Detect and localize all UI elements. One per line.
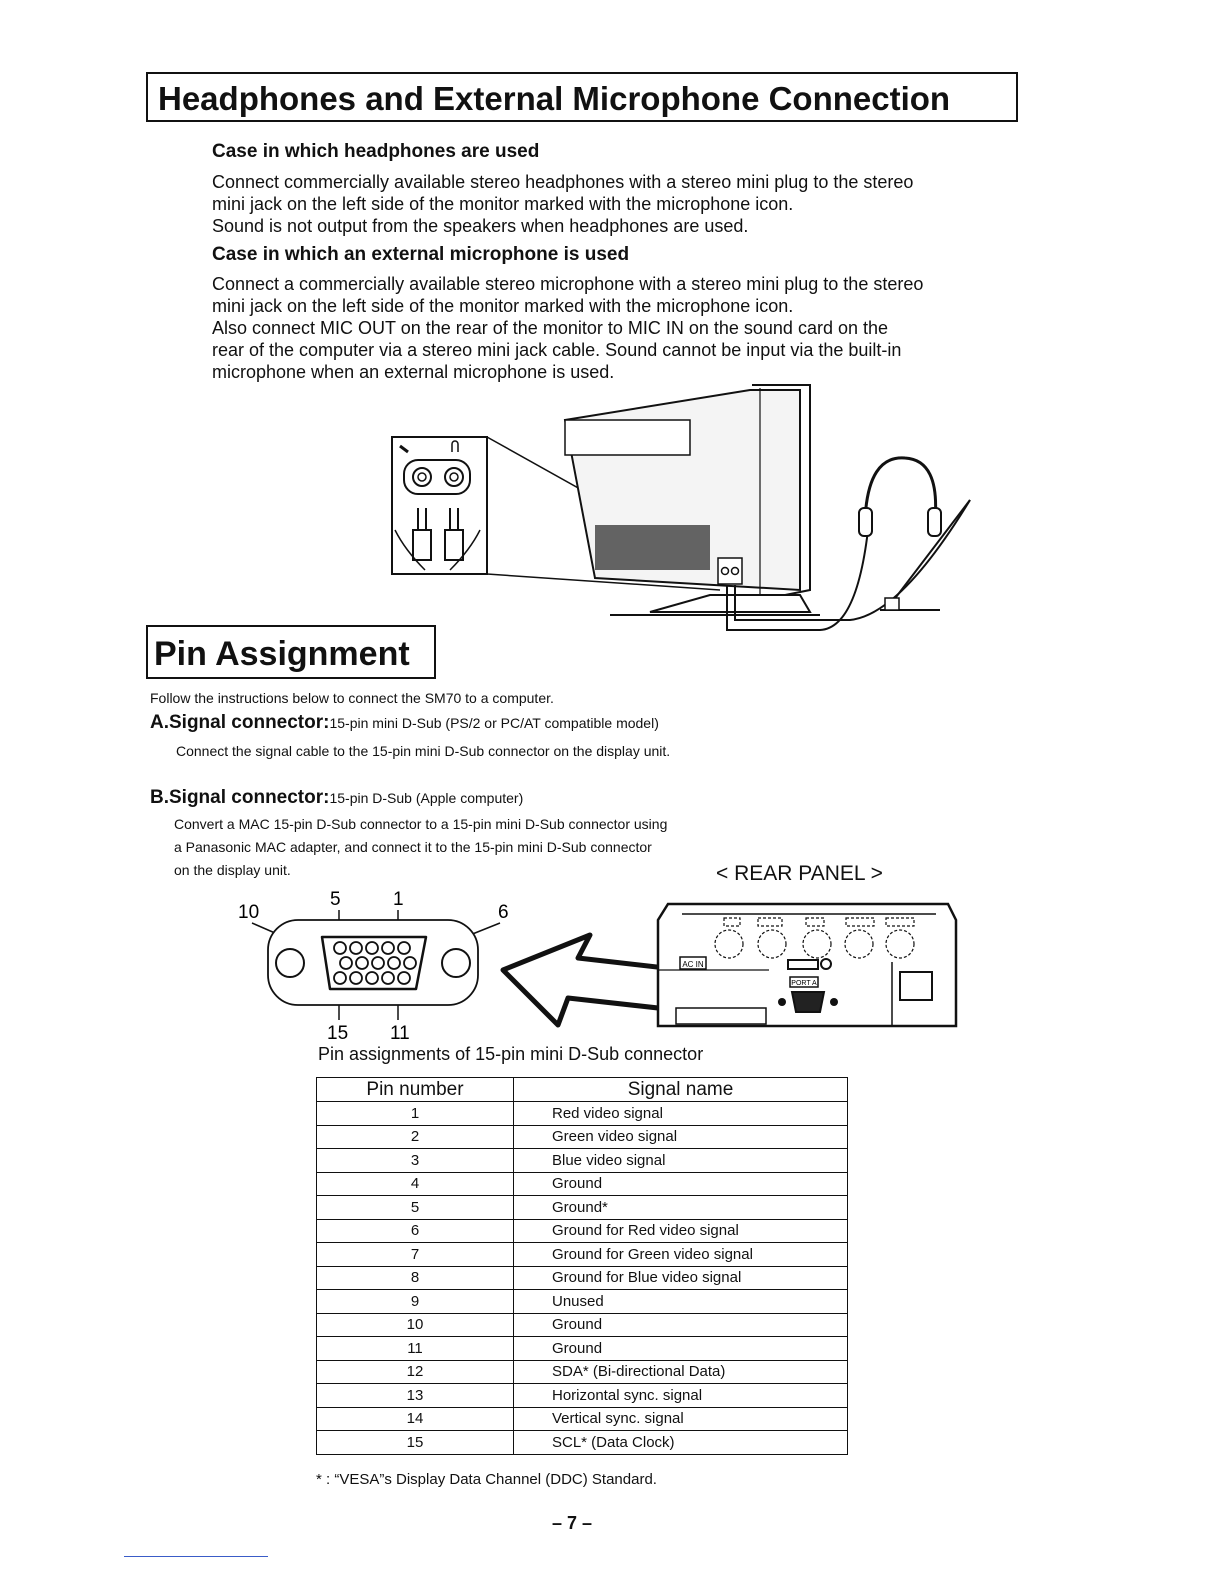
- case1-text: [212, 171, 1032, 237]
- port-a-tag: PORT A: [791, 980, 817, 987]
- pin-number: 12: [317, 1360, 514, 1384]
- section-title-headphones: Headphones and External Microphone Connection: [146, 72, 1018, 122]
- pin-assignment-table: [316, 1077, 848, 1455]
- signal-b-text: [174, 813, 667, 882]
- signal-name: Ground*: [514, 1196, 848, 1220]
- pin-label-5: 5: [330, 889, 341, 910]
- case1-line: Connect commercially available stereo headphones with a stereo mini plug to the stereo: [212, 172, 914, 192]
- table-row: [317, 1196, 848, 1220]
- signal-a-text: Connect the signal cable to the 15-pin mini D-Sub connector on the display unit.: [176, 743, 671, 759]
- monitor-headphones-illustration: [380, 380, 980, 645]
- pin-number: 4: [317, 1172, 514, 1196]
- pin-number: 2: [317, 1125, 514, 1149]
- signal-name: Ground for Blue video signal: [514, 1266, 848, 1290]
- signal-name: Red video signal: [514, 1102, 848, 1126]
- signal-name: Horizontal sync. signal: [514, 1384, 848, 1408]
- table-caption: Pin assignments of 15-pin mini D-Sub connector: [318, 1044, 704, 1064]
- table-row: [317, 1266, 848, 1290]
- signal-a-detail: 15-pin mini D-Sub (PS/2 or PC/AT compatible model): [329, 715, 659, 731]
- table-header-row: [317, 1078, 848, 1102]
- case2-line: microphone when an external microphone is used.: [212, 362, 615, 382]
- case2-line: mini jack on the left side of the monitor marked with the microphone icon.: [212, 296, 794, 316]
- table-row: [317, 1243, 848, 1267]
- table-header-pin: Pin number: [317, 1078, 514, 1102]
- rear-panel-diagram: [654, 900, 960, 1030]
- footer-rule: [124, 1556, 268, 1557]
- signal-name: SCL* (Data Clock): [514, 1431, 848, 1455]
- pin-label-15: 15: [327, 1023, 349, 1044]
- rear-panel-label: < REAR PANEL >: [716, 862, 883, 885]
- pin-number: 7: [317, 1243, 514, 1267]
- signal-name: Vertical sync. signal: [514, 1407, 848, 1431]
- signal-b-line: Convert a MAC 15-pin D-Sub connector to a 15-pin mini D-Sub connector using: [174, 816, 668, 832]
- jack-zoom-inset: [392, 437, 487, 574]
- signal-name: Ground for Green video signal: [514, 1243, 848, 1267]
- case2-text: [212, 273, 1032, 383]
- signal-name: SDA* (Bi-directional Data): [514, 1360, 848, 1384]
- signal-b-line: a Panasonic MAC adapter, and connect it to the 15-pin mini D-Sub connector: [174, 839, 652, 855]
- table-row: [317, 1337, 848, 1361]
- signal-name: Unused: [514, 1290, 848, 1314]
- section-title-pin-assignment: Pin Assignment: [146, 625, 436, 679]
- pin-label-1: 1: [393, 889, 404, 910]
- pin-number: 1: [317, 1102, 514, 1126]
- case1-line: Sound is not output from the speakers when headphones are used.: [212, 216, 749, 236]
- signal-b-label: B.Signal connector:: [150, 787, 330, 808]
- pin-number: 14: [317, 1407, 514, 1431]
- pin-number: 5: [317, 1196, 514, 1220]
- signal-b-line: on the display unit.: [174, 862, 291, 878]
- signal-name: Ground: [514, 1172, 848, 1196]
- case1-heading: Case in which headphones are used: [212, 141, 540, 162]
- pin-label-10: 10: [238, 902, 260, 923]
- page-number: – 7 –: [552, 1513, 593, 1533]
- ac-in-tag: AC IN: [682, 960, 704, 969]
- case1-line: mini jack on the left side of the monitor marked with the microphone icon.: [212, 194, 794, 214]
- case2-line: Connect a commercially available stereo microphone with a stereo mini plug to the stereo: [212, 274, 924, 294]
- table-row: [317, 1172, 848, 1196]
- pin-number: 10: [317, 1313, 514, 1337]
- dsub-connector-diagram: [230, 885, 520, 1045]
- pin-intro: Follow the instructions below to connect the SM70 to a computer.: [150, 690, 554, 706]
- table-row: [317, 1219, 848, 1243]
- signal-a-label: A.Signal connector:: [150, 712, 330, 733]
- table-footnote: * : “VESA”s Display Data Channel (DDC) Standard.: [316, 1471, 657, 1488]
- pin-label-6: 6: [498, 902, 509, 923]
- signal-b-detail: 15-pin D-Sub (Apple computer): [329, 790, 524, 806]
- case2-line: rear of the computer via a stereo mini jack cable. Sound cannot be input via the built-in: [212, 340, 902, 360]
- table-header-signal: Signal name: [514, 1078, 848, 1102]
- signal-a-heading: [150, 712, 659, 734]
- pin-number: 8: [317, 1266, 514, 1290]
- table-row: [317, 1313, 848, 1337]
- table-row: [317, 1384, 848, 1408]
- case2-line: Also connect MIC OUT on the rear of the monitor to MIC IN on the sound card on the: [212, 318, 889, 338]
- signal-name: Green video signal: [514, 1125, 848, 1149]
- pin-number: 11: [317, 1337, 514, 1361]
- pin-number: 3: [317, 1149, 514, 1173]
- table-row: [317, 1431, 848, 1455]
- case2-heading: Case in which an external microphone is used: [212, 244, 630, 265]
- table-row: [317, 1407, 848, 1431]
- signal-b-heading: [150, 787, 523, 809]
- table-row: [317, 1360, 848, 1384]
- table-row: [317, 1102, 848, 1126]
- pin-number: 6: [317, 1219, 514, 1243]
- signal-name: Ground: [514, 1313, 848, 1337]
- table-row: [317, 1125, 848, 1149]
- pin-label-11: 11: [390, 1023, 410, 1044]
- signal-name: Ground: [514, 1337, 848, 1361]
- table-row: [317, 1290, 848, 1314]
- table-row: [317, 1149, 848, 1173]
- signal-name: Ground for Red video signal: [514, 1219, 848, 1243]
- pin-number: 15: [317, 1431, 514, 1455]
- signal-name: Blue video signal: [514, 1149, 848, 1173]
- pin-number: 9: [317, 1290, 514, 1314]
- pin-number: 13: [317, 1384, 514, 1408]
